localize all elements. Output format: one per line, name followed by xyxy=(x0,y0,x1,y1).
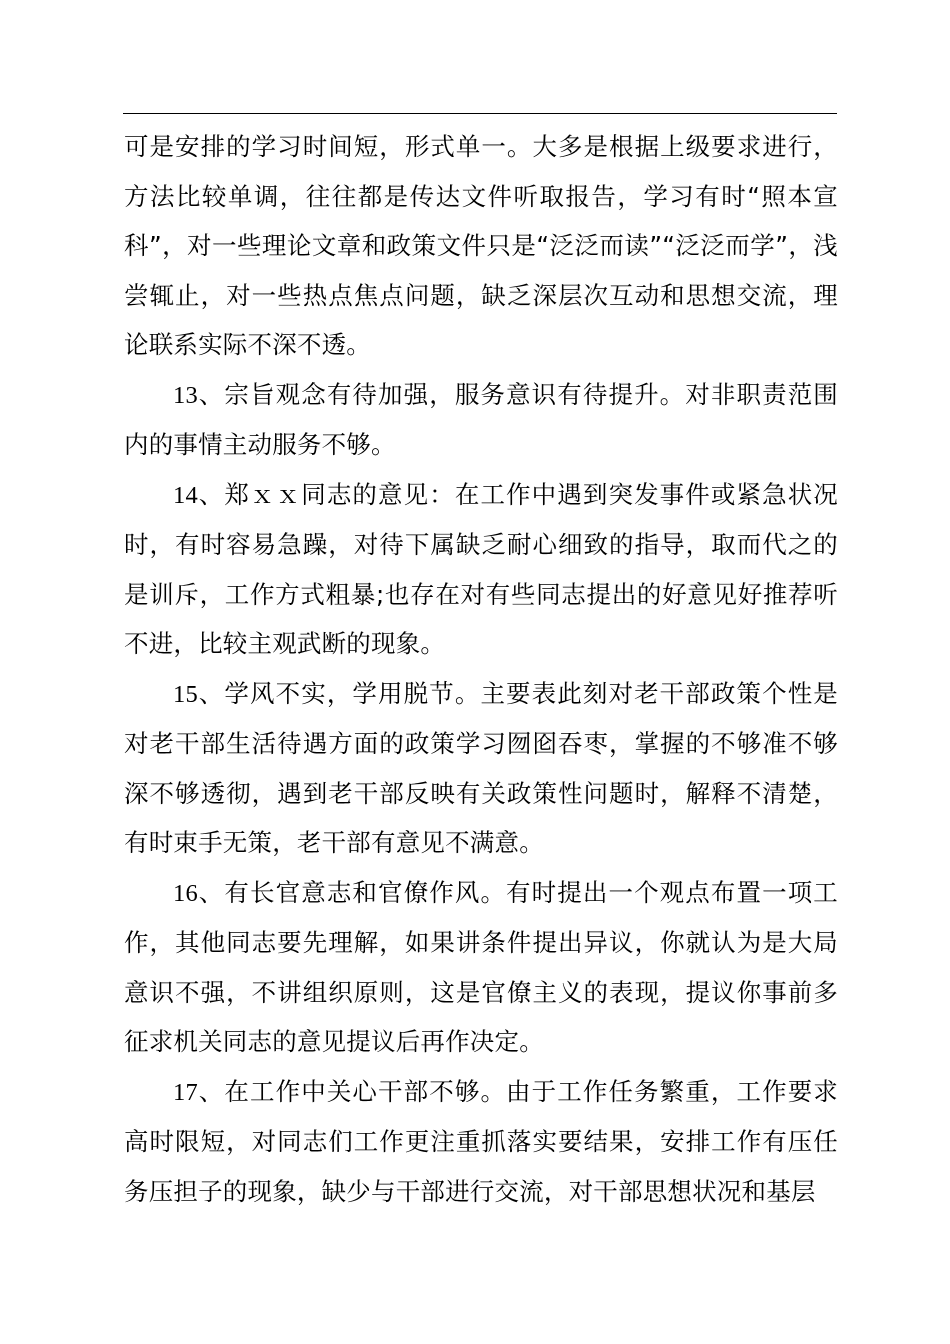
paragraph-continuation xyxy=(124,122,838,370)
item-number: 14 xyxy=(173,481,198,509)
paragraph-text: 可是安排的学习时间短，形式单一。大多是根据上级要求进行，方法比较单调，往往都是传达文件听取报告，学习有时“照本宣科”，对一些理论文章和政策文件只是“泛泛而读”“泛泛而学”，浅尝辄止，对一些热点焦点问题，缺乏深层次互动和思想交流，理论联系实际不深不透。 xyxy=(124,132,838,359)
item-number: 16 xyxy=(173,879,198,907)
paragraph-text: 、学风不实，学用脱节。主要表此刻对老干部政策个性是对老干部生活待遇方面的政策学习囫囵吞枣，掌握的不够准不够深不够透彻，遇到老干部反映有关政策性问题时，解释不清楚，有时束手无策，老干部有意见不满意。 xyxy=(124,678,838,857)
paragraph-text: 、郑ｘｘ同志的意见：在工作中遇到突发事件或紧急状况时，有时容易急躁，对待下属缺乏耐心细致的指导，取而代之的是训斥，工作方式粗暴;也存在对有些同志提出的好意见好推荐听不进，比较主观武断的现象。 xyxy=(124,479,838,658)
paragraph-item-15 xyxy=(124,669,838,868)
item-number: 15 xyxy=(173,680,198,708)
paragraph-item-17 xyxy=(124,1067,838,1217)
paragraph-item-13 xyxy=(124,370,838,470)
header-rule xyxy=(123,113,837,114)
paragraph-text: 、在工作中关心干部不够。由于工作任务繁重，工作要求高时限短，对同志们工作更注重抓落实要结果，安排工作有压任务压担子的现象，缺少与干部进行交流，对干部思想状况和基层 xyxy=(124,1076,838,1206)
paragraph-item-16 xyxy=(124,868,838,1067)
paragraph-text: 、宗旨观念有待加强，服务意识有待提升。对非职责范围内的事情主动服务不够。 xyxy=(124,379,838,459)
item-number: 17 xyxy=(173,1078,198,1106)
paragraph-text: 、有长官意志和官僚作风。有时提出一个观点布置一项工作，其他同志要先理解，如果讲条件提出异议，你就认为是大局意识不强，不讲组织原则，这是官僚主义的表现，提议你事前多征求机关同志的意见提议后再作决定。 xyxy=(124,877,838,1056)
document-body xyxy=(124,122,838,1216)
paragraph-item-14 xyxy=(124,470,838,669)
item-number: 13 xyxy=(173,381,198,409)
